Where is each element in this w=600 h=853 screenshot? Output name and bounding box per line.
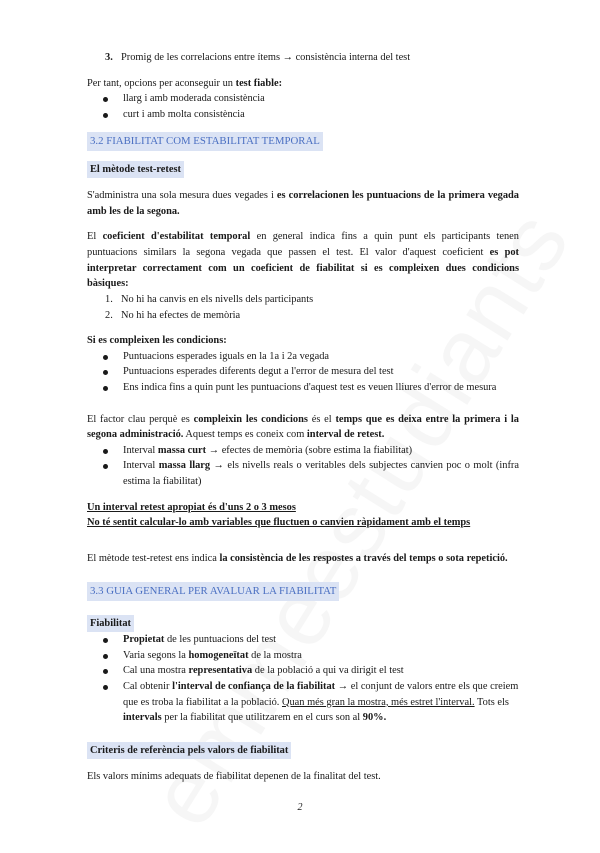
page-number: 2 — [297, 802, 303, 813]
subheading-if-conditions — [87, 333, 519, 349]
paragraph-text: Per tant, opcions per aconseguir un — [87, 77, 236, 89]
list-text: → el conjunt de valors entre els que creiem que es troba la fiabilitat a la població. — [123, 681, 519, 708]
paragraph-text: Aquest temps es coneix com — [183, 429, 307, 441]
list-text: Puntuacions esperades iguals en la 1a i 2a vegada — [123, 350, 330, 362]
bullet-icon — [103, 355, 108, 360]
paragraph-text: és el — [307, 413, 336, 425]
bold-text: interval de retest. — [306, 429, 385, 441]
list-text: Ens indica fins a quin punt les puntuacions d'aquest test es veuen lliures d'error de mesura — [123, 381, 497, 393]
paragraph-test-retest-definition — [87, 188, 519, 219]
bullet-icon — [103, 449, 108, 454]
bold-text: 90%. — [362, 712, 387, 724]
bold-text: l'interval de confiança de la fiabilitat — [172, 681, 336, 693]
subheading-fiabilitat — [87, 615, 519, 633]
paragraph-text: en general indica fins a quin punt els participants tenen puntuacions similars la segona vegada que passen el test. El valor d'aquest coeficient — [87, 231, 519, 259]
bold-text: homogeneïtat — [188, 649, 249, 661]
subheading-text: Fiabilitat — [87, 615, 134, 633]
interval-list — [87, 443, 519, 490]
paragraph-stability-coefficient — [87, 229, 519, 291]
subheading-criteria — [87, 742, 519, 760]
list-text: Cal una mostra — [123, 665, 189, 677]
list-text: No hi ha efectes de memòria — [121, 309, 241, 321]
list-item — [87, 91, 519, 107]
paragraph-text: Els valors mínims adequats de fiabilitat depenen de la finalitat del test. — [87, 771, 381, 783]
list-item — [87, 443, 519, 459]
bold-text: es correlacionen les puntuacions de la primera vegada amb les de la segona. — [87, 190, 519, 217]
section-heading-3-2 — [87, 132, 519, 150]
fiabilitat-list — [87, 632, 519, 726]
bold-text: Propietat — [123, 634, 165, 646]
list-item — [87, 308, 519, 324]
list-item — [87, 663, 519, 679]
underlined-text: Quan més gran la mostra, més estret l'interval. — [281, 696, 475, 708]
subheading-text: Criteris de referència pels valors de fiabilitat — [87, 742, 291, 760]
list-text: de la població a qui va dirigit el test — [252, 665, 404, 677]
bold-text: coeficient d'estabilitat temporal — [102, 231, 251, 243]
list-item — [87, 648, 519, 664]
bullet-icon — [103, 386, 108, 391]
bullet-icon — [103, 638, 108, 643]
list-item — [87, 292, 519, 308]
list-text: llarg i amb moderada consistència — [123, 93, 265, 105]
bullet-icon — [103, 654, 108, 659]
list-item — [87, 458, 519, 489]
list-text: Tots els — [474, 696, 509, 708]
list-text: curt i amb molta consistència — [123, 108, 245, 120]
list-text: Interval — [123, 444, 158, 456]
bold-text: compleixin les condicions — [193, 413, 308, 425]
paragraph-reliable-test — [87, 76, 519, 92]
list-item — [87, 107, 519, 123]
list-text: de la mostra — [248, 649, 302, 661]
list-text: Cal obtenir — [123, 681, 173, 693]
bold-text: massa llarg — [158, 460, 211, 472]
section-heading-3-3 — [87, 582, 519, 600]
paragraph-criteria — [87, 769, 519, 785]
bold-text: la consistència de les respostes a través del temps o sota repetició. — [219, 552, 508, 564]
underlined-note-variables — [87, 515, 519, 531]
paragraph-text: El mètode test-retest ens indica — [87, 552, 220, 564]
list-text: de les puntuacions del test — [164, 634, 277, 646]
bold-text: massa curt — [157, 444, 207, 456]
bullet-icon — [103, 669, 108, 674]
document-content — [87, 50, 519, 785]
subheading-text: El mètode test-retest — [87, 161, 184, 179]
reliable-options-list — [87, 91, 519, 122]
list-text: Varia segons la — [123, 649, 189, 661]
subheading-test-retest — [87, 161, 519, 179]
bold-text: test fiable: — [235, 77, 283, 89]
paragraph-key-factor — [87, 412, 519, 443]
bold-text: Si es compleixen les condicions: — [87, 335, 227, 347]
bold-text: representativa — [188, 665, 253, 677]
bullet-icon — [103, 97, 108, 102]
paragraph-text: S'administra una sola mesura dues vegades i — [87, 190, 277, 202]
list-item — [87, 679, 519, 726]
list-text: Puntuacions esperades diferents degut a l'error de mesura del test — [123, 366, 394, 378]
list-item — [87, 349, 519, 365]
list-item — [87, 364, 519, 380]
list-item — [87, 632, 519, 648]
list-text: → els nivells reals o veritables dels subjectes canvien poc o molt (infra estima la fiabilitat) — [123, 460, 519, 487]
bold-text: temps que es deixa entre la primera i la segona administració. — [87, 413, 519, 441]
list-number: 3. — [105, 52, 113, 63]
bullet-icon — [103, 685, 108, 690]
list-text: Interval — [123, 460, 159, 472]
underlined-bold-text: No té sentit calcular-lo amb variables que fluctuen o canvien ràpidament amb el temps — [87, 517, 471, 529]
underlined-note-interval — [87, 500, 519, 516]
list-text: → efectes de memòria (sobre estima la fiabilitat) — [206, 444, 413, 456]
bullet-icon — [103, 370, 108, 375]
paragraph-text: El factor clau perquè es — [87, 413, 194, 425]
if-conditions-list — [87, 349, 519, 396]
list-text: per la fiabilitat que utilitzarem en el curs son al — [161, 712, 363, 724]
list-item — [87, 380, 519, 396]
bullet-icon — [103, 113, 108, 118]
list-number: 2. — [105, 309, 113, 321]
bullet-icon — [103, 464, 108, 469]
list-number: 1. — [105, 293, 113, 305]
section-title: 3.3 GUIA GENERAL PER AVALUAR LA FIABILITAT — [87, 582, 339, 600]
paragraph-text: El — [87, 231, 103, 243]
paragraph-method-summary — [87, 551, 519, 567]
section-title: 3.2 FIABILITAT COM ESTABILITAT TEMPORAL — [87, 132, 323, 150]
underlined-bold-text: Un interval retest apropiat és d'uns 2 o 3 mesos — [87, 501, 296, 513]
bold-text: es pot interpretar correctament com un coeficient de fiabilitat si es compleixen dues condicions bàsiques: — [87, 247, 520, 290]
list-text: No hi ha canvis en els nivells dels participants — [121, 293, 314, 305]
conditions-list — [87, 292, 519, 323]
bold-text: intervals — [123, 712, 162, 724]
list-text: Promig de les correlacions entre ítems → consistència interna del test — [121, 52, 411, 63]
list-item — [87, 50, 519, 66]
